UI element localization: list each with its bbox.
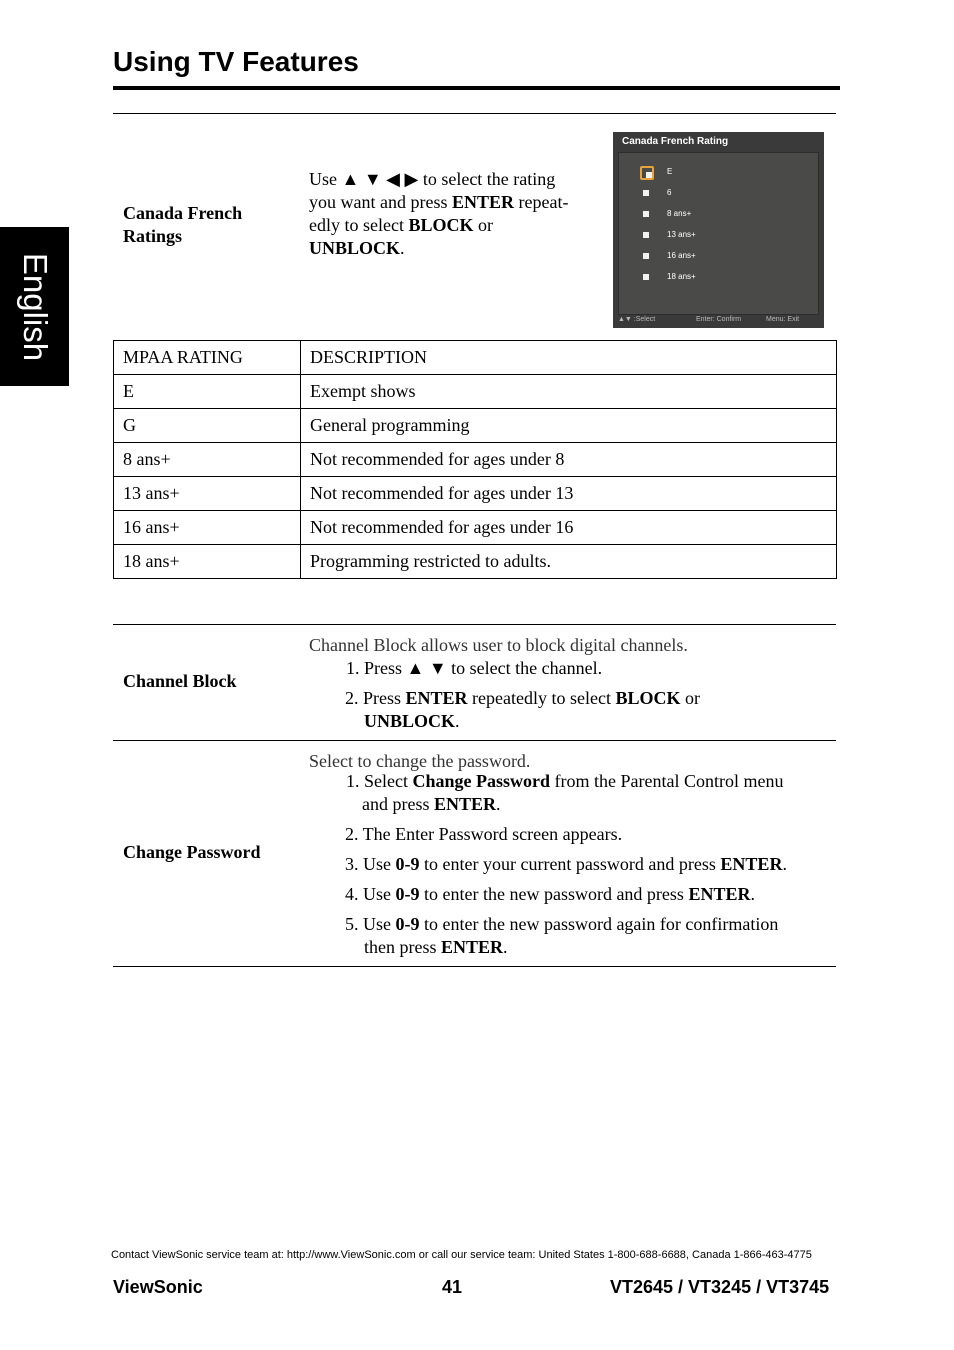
text-run: . xyxy=(455,711,460,731)
channel-block-step2 xyxy=(345,687,700,733)
text-run: Use xyxy=(309,169,342,189)
language-label: English xyxy=(16,252,54,361)
osd-rating-item[interactable] xyxy=(640,186,810,202)
osd-item-label: 16 ans+ xyxy=(667,251,696,260)
key-digits: 0-9 xyxy=(395,914,420,934)
osd-item-label: 18 ans+ xyxy=(667,272,696,281)
option-block: BLOCK xyxy=(408,215,474,235)
arrow-keys-icon: ▲ ▼ ◀ ▶ xyxy=(341,169,419,189)
change-password-step2: 2. The Enter Password screen appears. xyxy=(345,824,623,844)
section-divider xyxy=(113,624,836,625)
checkbox-icon xyxy=(640,208,654,222)
change-password-intro: Select to change the password. xyxy=(309,751,531,771)
checkbox-icon xyxy=(640,187,654,201)
text-run: to select the rating xyxy=(418,169,556,189)
change-password-step1 xyxy=(346,770,783,816)
key-enter: ENTER xyxy=(440,937,503,957)
change-password-label: Change Password xyxy=(123,842,261,862)
text-run: and press xyxy=(362,794,434,814)
description-cell: Not recommended for ages under 16 xyxy=(301,511,837,545)
table-row xyxy=(114,545,837,579)
canada-french-description xyxy=(309,168,568,260)
key-digits: 0-9 xyxy=(395,854,420,874)
checkbox-icon xyxy=(640,271,654,285)
title-rule xyxy=(113,86,840,90)
osd-rating-item[interactable] xyxy=(640,207,810,223)
canada-french-label xyxy=(123,202,242,248)
column-header-description: DESCRIPTION xyxy=(301,341,837,375)
channel-block-intro: Channel Block allows user to block digital channels. xyxy=(309,635,688,655)
text-run: repeat- xyxy=(514,192,569,212)
option-unblock: UNBLOCK xyxy=(309,238,401,258)
text-run: 4. Use xyxy=(345,884,396,904)
osd-footer-select: ▲▼ :Select xyxy=(618,316,656,323)
text-run: from the Parental Control menu xyxy=(550,771,784,791)
page-title: Using TV Features xyxy=(113,46,359,77)
channel-block-label: Channel Block xyxy=(123,671,237,691)
table-header-row xyxy=(114,341,837,375)
osd-item-label: 6 xyxy=(667,188,672,197)
option-block: BLOCK xyxy=(615,688,681,708)
rating-cell: 13 ans+ xyxy=(114,477,301,511)
text-run: or xyxy=(473,215,493,235)
text-run: . xyxy=(400,238,405,258)
mpaa-rating-table xyxy=(113,340,837,579)
text-run: 1. Select xyxy=(346,771,413,791)
osd-footer-confirm: Enter: Confirm xyxy=(696,316,742,323)
text-run: you want and press xyxy=(309,192,452,212)
rating-cell: E xyxy=(114,375,301,409)
description-cell: Not recommended for ages under 13 xyxy=(301,477,837,511)
change-password-step5 xyxy=(345,913,778,959)
section-divider xyxy=(113,740,836,741)
language-side-tab xyxy=(0,227,69,386)
key-digits: 0-9 xyxy=(395,884,420,904)
description-cell: General programming xyxy=(301,409,837,443)
text-run: to enter your current password and press xyxy=(419,854,721,874)
description-cell: Programming restricted to adults. xyxy=(301,545,837,579)
rating-cell: 8 ans+ xyxy=(114,443,301,477)
rating-cell: G xyxy=(114,409,301,443)
canada-french-label-line1: Canada French xyxy=(123,203,243,223)
table-row xyxy=(114,511,837,545)
column-header-rating: MPAA RATING xyxy=(114,341,301,375)
text-run: or xyxy=(680,688,700,708)
osd-item-label: 13 ans+ xyxy=(667,230,696,239)
key-enter: ENTER xyxy=(720,854,783,874)
text-run: 3. Use xyxy=(345,854,396,874)
text-run: to select the channel. xyxy=(446,658,603,678)
osd-footer-exit: Menu: Exit xyxy=(766,316,800,323)
text-run: repeatedly to select xyxy=(467,688,616,708)
text-run: . xyxy=(782,854,787,874)
checkbox-icon xyxy=(640,229,654,243)
text-run: edly to select xyxy=(309,215,409,235)
channel-block-step1 xyxy=(346,657,602,680)
key-enter: ENTER xyxy=(405,688,468,708)
text-run: . xyxy=(750,884,755,904)
text-run: . xyxy=(496,794,501,814)
osd-item-label: E xyxy=(667,167,673,176)
option-unblock: UNBLOCK xyxy=(364,711,456,731)
description-cell: Exempt shows xyxy=(301,375,837,409)
checkbox-icon xyxy=(640,250,654,264)
footer-brand: ViewSonic xyxy=(113,1277,203,1297)
text-run: to enter the new password and press xyxy=(419,884,689,904)
checkbox-icon xyxy=(640,166,654,180)
osd-rating-item[interactable] xyxy=(640,270,810,286)
section-divider xyxy=(113,966,836,967)
footer-model-numbers: VT2645 / VT3245 / VT3745 xyxy=(610,1277,830,1297)
osd-rating-screenshot xyxy=(613,132,824,328)
osd-rating-item[interactable] xyxy=(640,249,810,265)
change-password-step3 xyxy=(345,853,787,876)
section-divider xyxy=(113,113,836,114)
rating-cell: 18 ans+ xyxy=(114,545,301,579)
key-enter: ENTER xyxy=(451,192,514,212)
page-number: 41 xyxy=(442,1277,463,1297)
osd-rating-item[interactable] xyxy=(640,228,810,244)
osd-title: Canada French Rating xyxy=(622,136,729,147)
text-run: to enter the new password again for confirmation xyxy=(419,914,779,934)
table-row xyxy=(114,477,837,511)
table-row xyxy=(114,409,837,443)
footer-contact-info: Contact ViewSonic service team at: http://www.ViewSonic.com or call our service team: United States 1-800-688-6688, Canada 1-866-463-4775 xyxy=(111,1249,812,1261)
osd-panel xyxy=(618,152,819,315)
menu-change-password: Change Password xyxy=(412,771,550,791)
text-run: . xyxy=(503,937,508,957)
change-password-step4 xyxy=(345,883,755,906)
arrow-keys-icon: ▲ ▼ xyxy=(406,658,447,678)
description-cell: Not recommended for ages under 8 xyxy=(301,443,837,477)
rating-cell: 16 ans+ xyxy=(114,511,301,545)
table-row xyxy=(114,443,837,477)
canada-french-label-line2: Ratings xyxy=(123,226,183,246)
table-row xyxy=(114,375,837,409)
osd-item-label: 8 ans+ xyxy=(667,209,692,218)
text-run: 1. Press xyxy=(346,658,407,678)
key-enter: ENTER xyxy=(433,794,496,814)
text-run: 5. Use xyxy=(345,914,396,934)
text-run: 2. Press xyxy=(345,688,406,708)
key-enter: ENTER xyxy=(688,884,751,904)
osd-rating-item[interactable] xyxy=(640,165,810,181)
text-run: then press xyxy=(364,937,441,957)
